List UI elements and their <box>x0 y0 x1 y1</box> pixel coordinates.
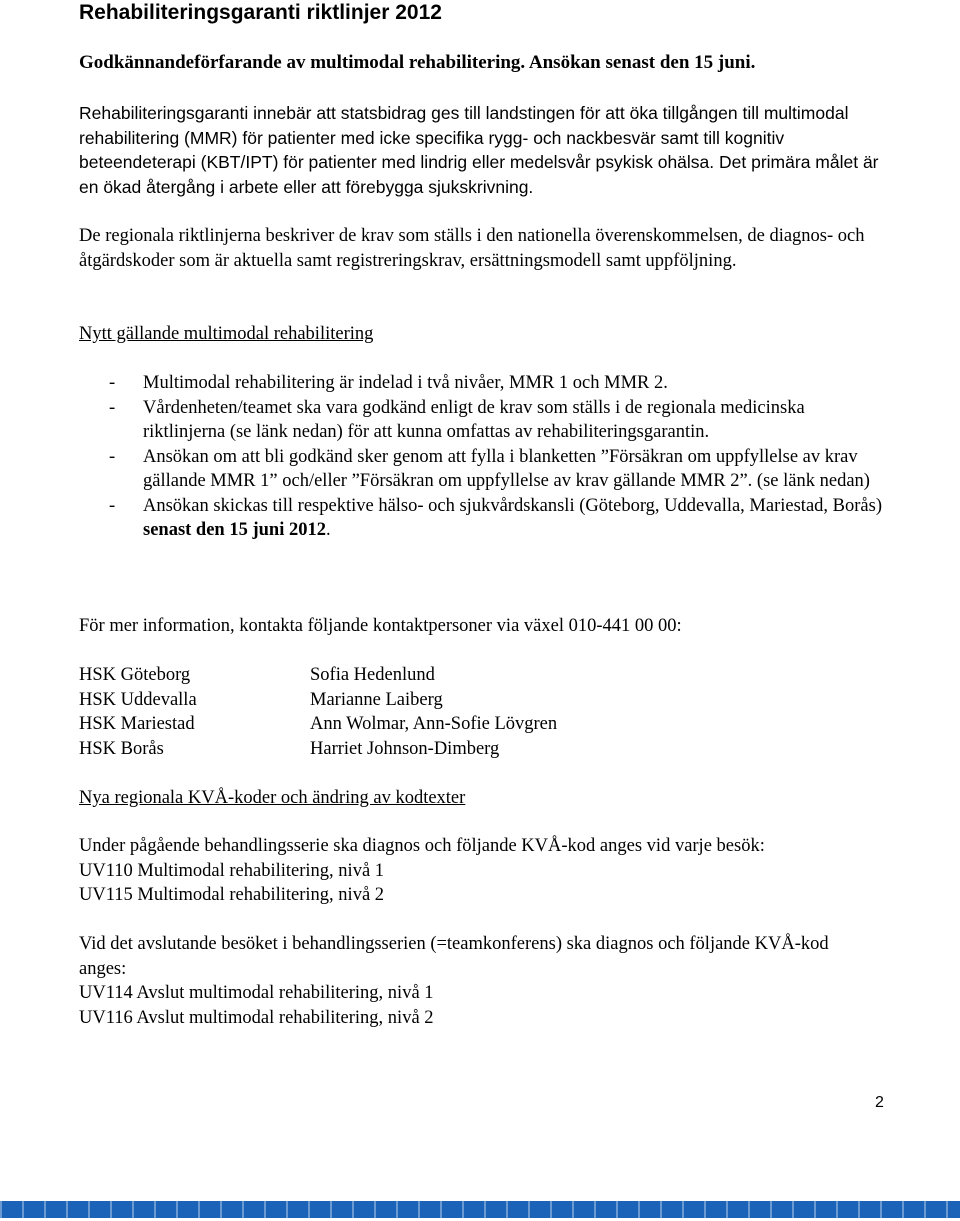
list-item <box>79 445 884 494</box>
kva-code-line: UV114 Avslut multimodal rehabilitering, nivå 1 <box>79 983 434 1003</box>
list-item-text: Ansökan skickas till respektive hälso- och sjukvårdskansli (Göteborg, Uddevalla, Mariestad, Borås) <box>143 495 882 516</box>
intro-paragraph: Rehabiliteringsgaranti innebär att statsbidrag ges till landstingen för att öka tillgången till multimodal rehabilitering (MMR) för patienter med icke specifika rygg- och nackbesvär samt till kognitiv beteendeterapi (KBT/IPT) för patienter med lindrig eller medelsvår psykisk ohälsa. Det primära målet är en ökad återgång i arbete eller att förebygga sjukskrivning. <box>79 103 879 197</box>
table-row <box>79 737 557 762</box>
kva-code-line: UV116 Avslut multimodal rehabilitering, nivå 2 <box>79 1007 434 1028</box>
dash-marker: - <box>109 397 116 418</box>
kva-code-line: UV115 Multimodal rehabilitering, nivå 2 <box>79 885 385 905</box>
contact-name: Harriet Johnson-Dimberg <box>310 738 500 759</box>
final-codes-block <box>79 981 884 1030</box>
section-heading-kva: Nya regionala KVÅ-koder och ändring av kodtexter <box>79 788 466 808</box>
contact-office: HSK Mariestad <box>79 714 195 734</box>
contact-office: HSK Borås <box>79 738 164 759</box>
list-item <box>79 371 884 396</box>
contact-office: HSK Uddevalla <box>79 689 197 710</box>
list-item-end: . <box>325 520 331 540</box>
dash-marker: - <box>109 495 116 516</box>
footer-bar <box>0 1201 960 1218</box>
contact-office: HSK Göteborg <box>79 665 191 685</box>
kva-code-line: UV110 Multimodal rehabilitering, nivå 1 <box>79 860 385 881</box>
contact-name: Sofia Hedenlund <box>310 665 435 685</box>
final-visit-text: Vid det avslutande besöket i behandlingsserien (=teamkonferens) ska diagnos och följande KVÅ-kod anges: <box>79 934 829 979</box>
document-title: Rehabiliteringsgaranti riktlinjer 2012 <box>79 1 442 24</box>
dash-marker: - <box>109 446 116 467</box>
list-item-text: Ansökan om att bli godkänd sker genom att fylla i blanketten ”Försäkran om uppfyllelse av krav gällande MMR 1” och/eller ”Försäkran om uppfyllelse av krav gällande MMR 2”. (se länk nedan) <box>143 446 870 491</box>
contact-name: Marianne Laiberg <box>310 689 443 710</box>
table-row <box>79 712 557 737</box>
during-codes-block <box>79 834 884 908</box>
contacts-table <box>79 663 557 761</box>
deadline-text: senast den 15 juni 2012 <box>143 520 326 540</box>
requirements-list <box>79 371 884 543</box>
list-item-text: Vårdenheten/teamet ska vara godkänd enligt de krav som ställs i de regionala medicinska riktlinjerna (se länk nedan) för att kunna omfattas av rehabiliteringsgarantin. <box>143 397 805 442</box>
section-heading-multimodal: Nytt gällande multimodal rehabilitering <box>79 324 374 344</box>
page-number: 2 <box>875 1094 884 1111</box>
list-item <box>79 396 884 445</box>
table-row <box>79 688 557 713</box>
document-subtitle: Godkännandeförfarande av multimodal rehabilitering. Ansökan senast den 15 juni. <box>79 52 756 73</box>
contact-name: Ann Wolmar, Ann-Sofie Lövgren <box>310 714 558 734</box>
list-item <box>79 494 884 543</box>
dash-marker: - <box>109 373 116 393</box>
guidelines-paragraph: De regionala riktlinjerna beskriver de krav som ställs i den nationella överenskommelsen, de diagnos- och åtgärdskoder som är aktuella samt registreringskrav, ersättningsmodell samt uppföljning. <box>79 226 865 271</box>
during-text: Under pågående behandlingsserie ska diagnos och följande KVÅ-kod anges vid varje besök: <box>79 836 765 856</box>
list-item-text: Multimodal rehabilitering är indelad i två nivåer, MMR 1 och MMR 2. <box>143 373 668 393</box>
table-row <box>79 663 557 688</box>
contact-intro: För mer information, kontakta följande kontaktpersoner via växel 010-441 00 00: <box>79 616 682 636</box>
